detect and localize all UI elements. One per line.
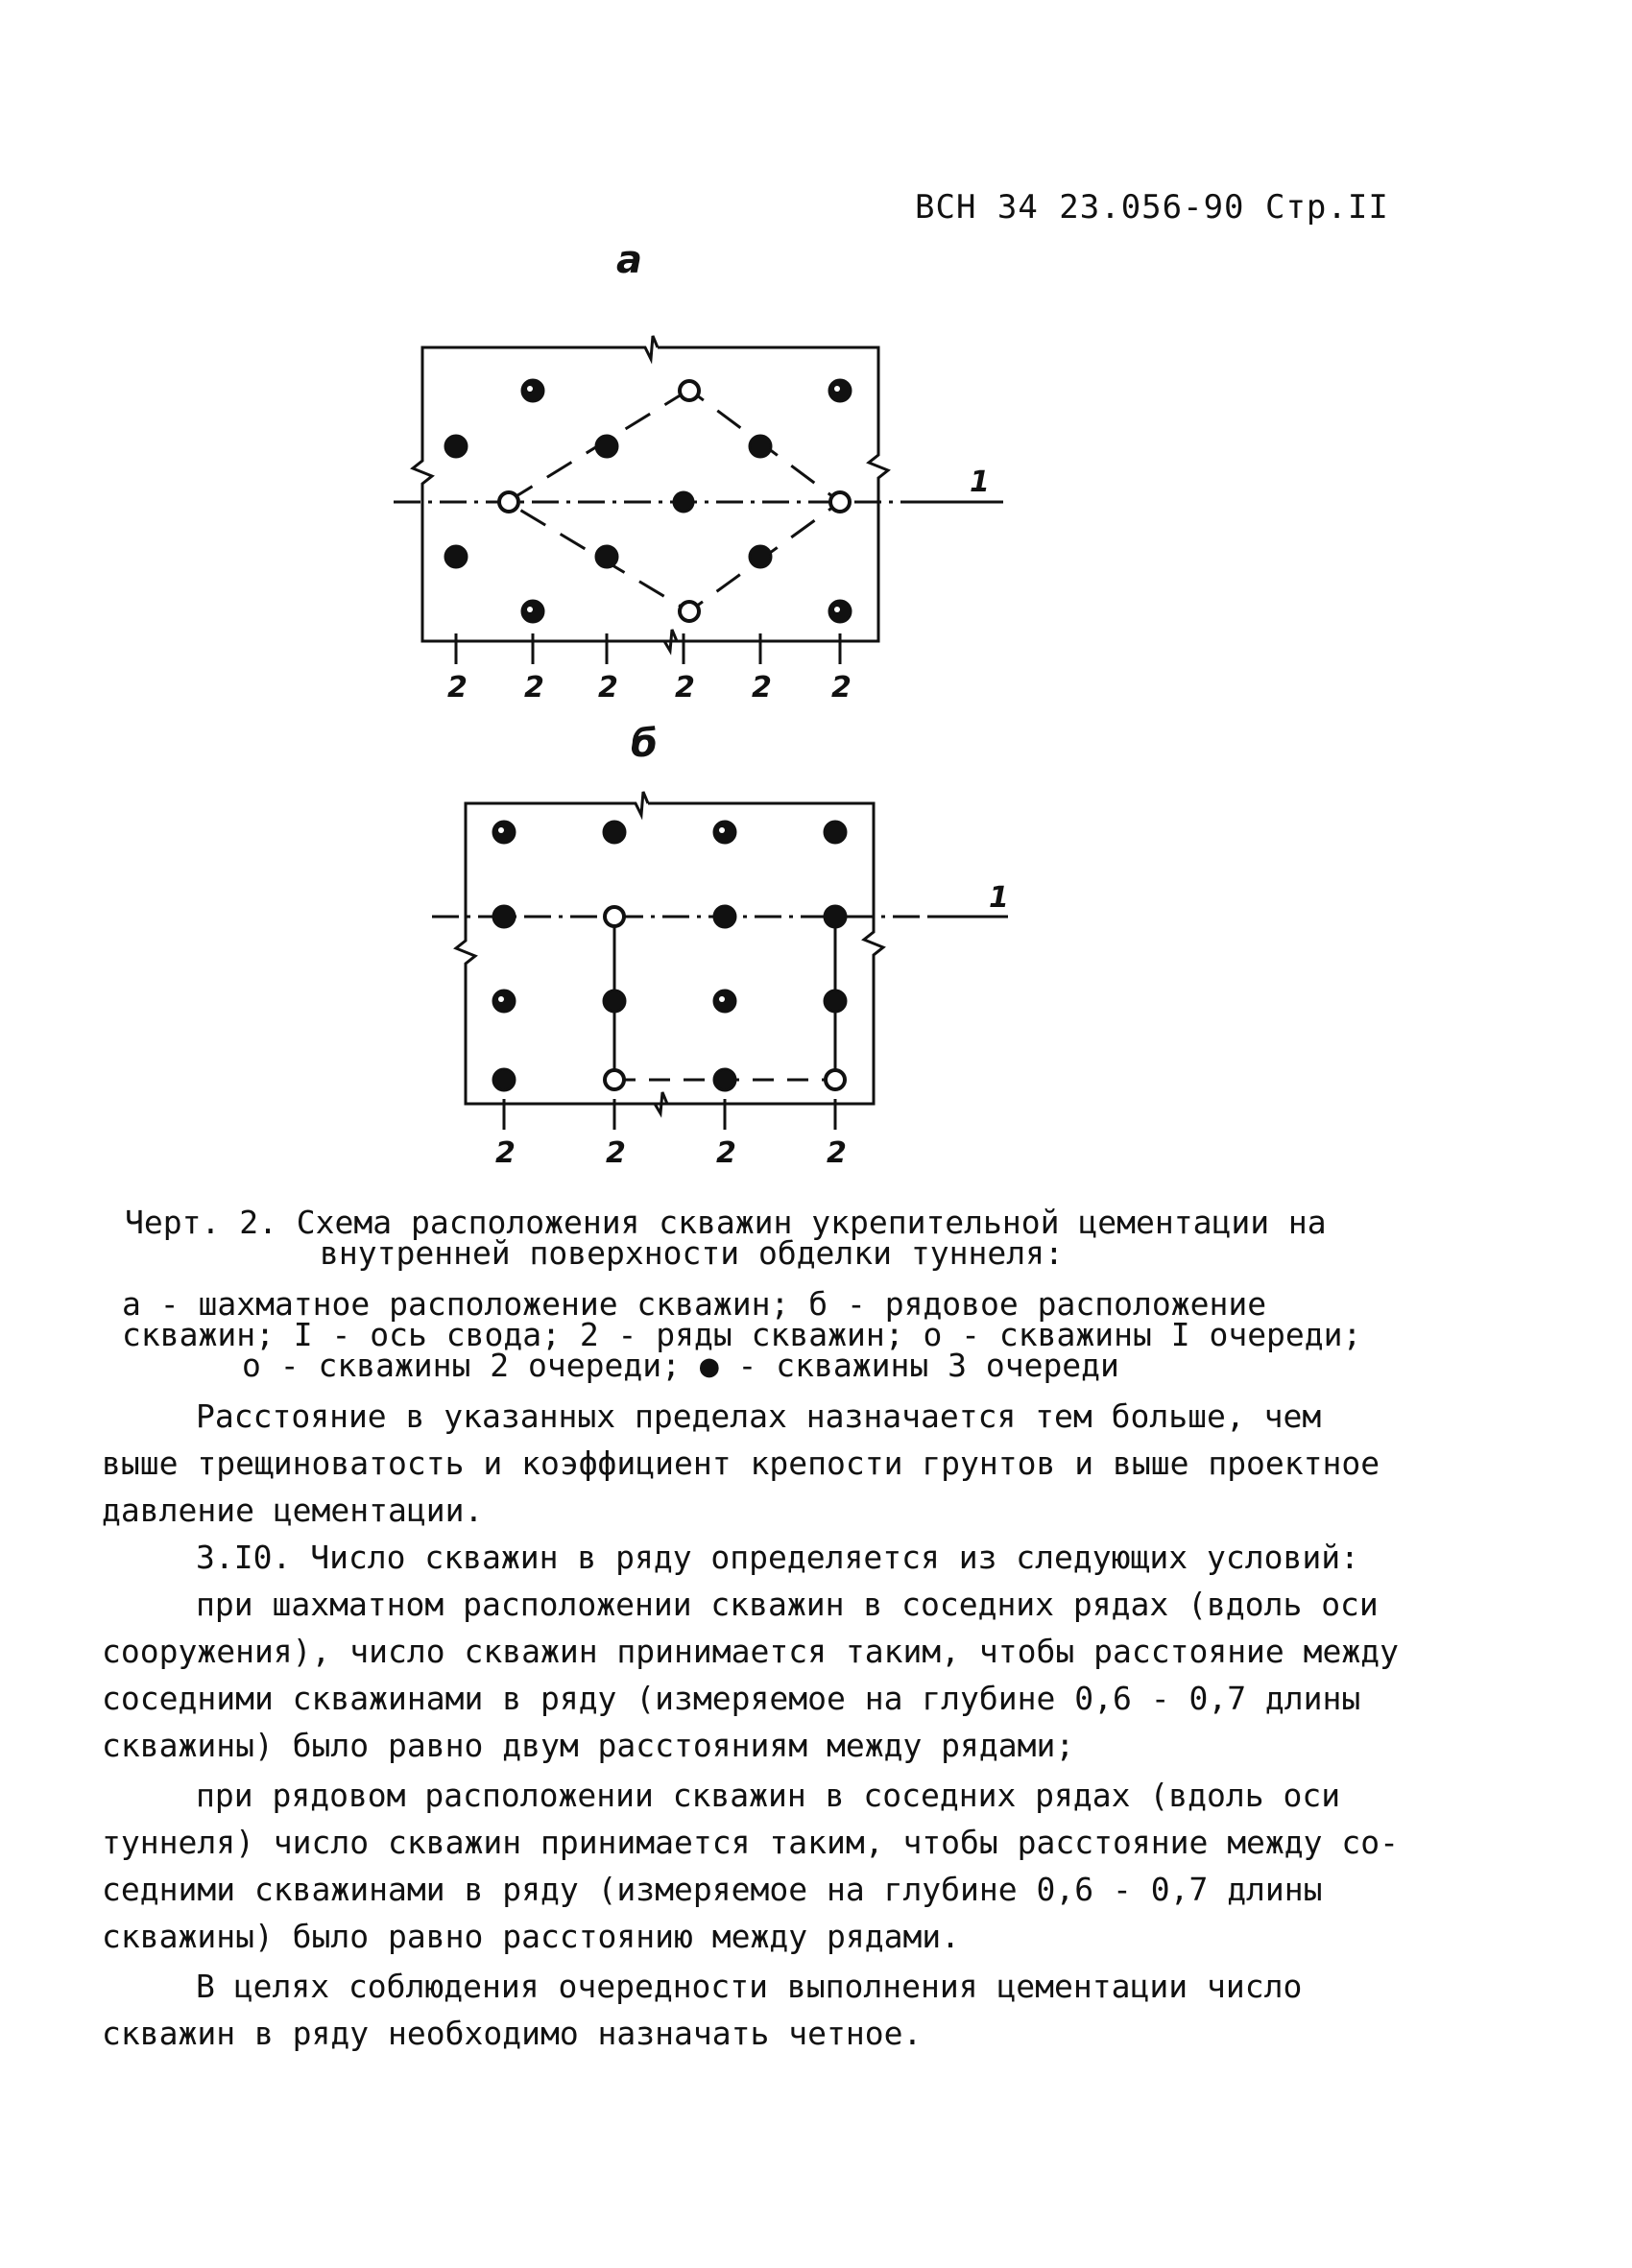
hole-3rd-order bbox=[825, 991, 846, 1012]
hole-2nd-order bbox=[493, 822, 515, 843]
hole-3rd-order bbox=[825, 906, 846, 927]
hole-3rd-order bbox=[674, 492, 693, 512]
hole-3rd-order bbox=[493, 906, 515, 927]
hole-1st-order bbox=[605, 907, 624, 926]
body-line: при рядовом расположении скважин в соседних рядах (вдоль оси bbox=[196, 1777, 1341, 1814]
hole-1st-order bbox=[499, 492, 518, 512]
figure-b-label: б bbox=[631, 722, 658, 766]
legend-line: а - шахматное расположение скважин; б - рядовое расположение bbox=[122, 1285, 1267, 1323]
body-line: давление цементации. bbox=[102, 1492, 484, 1529]
diagram-a-staggered bbox=[384, 326, 1037, 729]
legend-line: о - скважины 2 очереди; ● - скважины 3 очереди bbox=[242, 1347, 1119, 1384]
row-label-2: 2 bbox=[447, 671, 468, 704]
hole-3rd-order bbox=[604, 991, 625, 1012]
hole-2nd-order bbox=[493, 991, 515, 1012]
hole-3rd-order bbox=[750, 546, 771, 567]
hole-2nd-order bbox=[829, 601, 851, 622]
hole-3rd-order bbox=[445, 546, 467, 567]
row-label-2: 2 bbox=[495, 1136, 516, 1170]
hole-2nd-order bbox=[522, 601, 543, 622]
body-line: при шахматном расположении скважин в соседних рядах (вдоль оси bbox=[196, 1586, 1379, 1623]
body-line: выше трещиноватость и коэффициент крепости грунтов и выше проектное bbox=[102, 1444, 1380, 1482]
body-line: 3.I0. Число скважин в ряду определяется из следующих условий: bbox=[196, 1539, 1359, 1576]
body-line: седними скважинами в ряду (измеряемое на глубине 0,6 - 0,7 длины bbox=[102, 1871, 1323, 1908]
hole-1st-order bbox=[680, 602, 699, 621]
diagram-a-boundary bbox=[413, 336, 888, 651]
row-label-2: 2 bbox=[831, 671, 852, 704]
hole-3rd-order bbox=[714, 1069, 735, 1090]
hole-3rd-order bbox=[493, 1069, 515, 1090]
body-line: В целях соблюдения очередности выполнения цементации число bbox=[196, 1968, 1303, 2005]
row-label-2: 2 bbox=[524, 671, 544, 704]
axis-1-label: 1 bbox=[970, 466, 990, 499]
hole-3rd-order bbox=[750, 436, 771, 457]
hole-2nd-order bbox=[829, 380, 851, 401]
figure-caption-line: Черт. 2. Схема расположения скважин укрепительной цементации на bbox=[125, 1204, 1327, 1241]
hole-3rd-order bbox=[825, 822, 846, 843]
hole-3rd-order bbox=[596, 436, 617, 457]
hole-1st-order bbox=[605, 1070, 624, 1089]
hole-2nd-order bbox=[522, 380, 543, 401]
row-label-2: 2 bbox=[598, 671, 618, 704]
page-header: ВСН 34 23.056-90 Стр.II bbox=[915, 188, 1389, 227]
row-label-2: 2 bbox=[752, 671, 772, 704]
row-label-2: 2 bbox=[606, 1136, 626, 1170]
legend-line: скважин; I - ось свода; 2 - ряды скважин; о - скважины I очереди; bbox=[122, 1316, 1362, 1353]
diagram-b-boundary bbox=[456, 792, 883, 1113]
hole-3rd-order bbox=[596, 546, 617, 567]
body-line: Расстояние в указанных пределах назначается тем больше, чем bbox=[196, 1397, 1322, 1435]
figure-a-label: а bbox=[616, 238, 642, 282]
hole-1st-order bbox=[826, 1070, 845, 1089]
hole-3rd-order bbox=[714, 906, 735, 927]
axis-1-label: 1 bbox=[989, 881, 1009, 915]
hole-2nd-order bbox=[714, 991, 735, 1012]
body-line: скважин в ряду необходимо назначать четное. bbox=[102, 2015, 923, 2052]
diagram-b-row bbox=[413, 773, 1027, 1176]
hole-2nd-order bbox=[714, 822, 735, 843]
hole-3rd-order bbox=[445, 436, 467, 457]
hole-3rd-order bbox=[604, 822, 625, 843]
row-label-2: 2 bbox=[675, 671, 695, 704]
body-line: туннеля) число скважин принимается таким, чтобы расстояние между со- bbox=[102, 1824, 1400, 1861]
hole-1st-order bbox=[680, 381, 699, 400]
body-line: сооружения), число скважин принимается таким, чтобы расстояние между bbox=[102, 1633, 1400, 1670]
row-label-2: 2 bbox=[716, 1136, 736, 1170]
body-line: соседними скважинами в ряду (измеряемое на глубине 0,6 - 0,7 длины bbox=[102, 1680, 1361, 1717]
row-label-2: 2 bbox=[827, 1136, 847, 1170]
hole-1st-order bbox=[830, 492, 850, 512]
body-line: скважины) было равно расстоянию между рядами. bbox=[102, 1918, 961, 1955]
body-line: скважины) было равно двум расстояниям между рядами; bbox=[102, 1727, 1075, 1764]
figure-caption-line: внутренней поверхности обделки туннеля: bbox=[320, 1234, 1064, 1272]
